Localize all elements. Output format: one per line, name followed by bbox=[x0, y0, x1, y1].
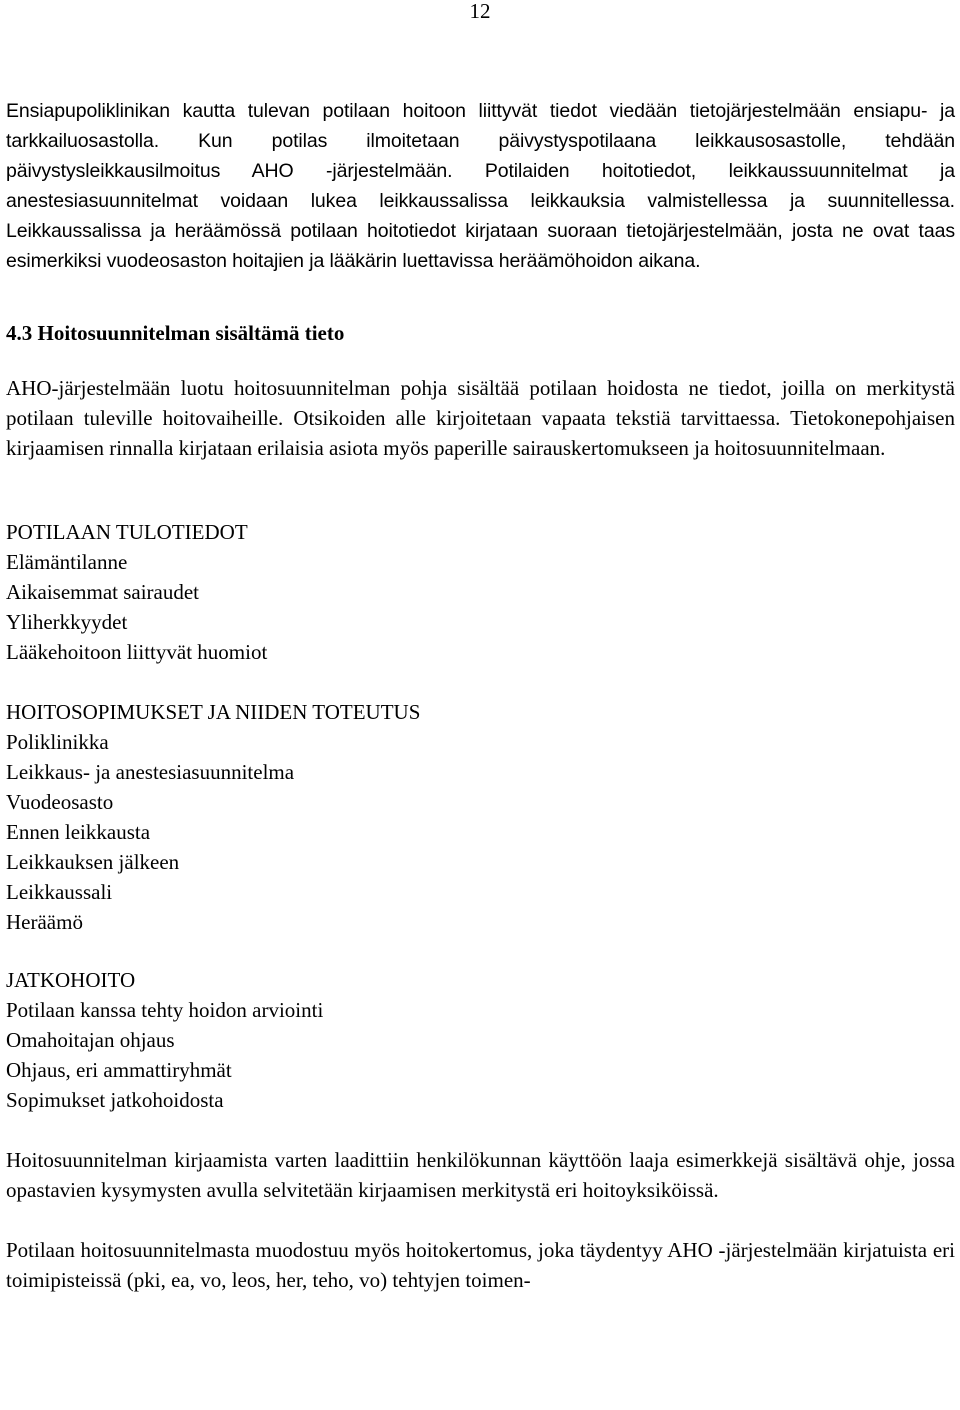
document-body bbox=[6, 96, 955, 1295]
list-hoitosopimukset bbox=[6, 697, 955, 937]
paragraph-instructions: Hoitosuunnitelman kirjaamista varten laadittiin henkilökunnan käyttöön laaja esimerkkejä sisältävä ohje, jossa opastavien kysymysten avulla selvitetään kirjaamisen merkitystä eri hoitoyksiköissä. bbox=[6, 1148, 955, 1202]
list-title: POTILAAN TULOTIEDOT bbox=[6, 520, 248, 544]
paragraph-aho-template: AHO-järjestelmään luotu hoitosuunnitelman pohja sisältää potilaan hoidosta ne tiedot, joilla on merkitystä potilaan tuleville hoitovaiheille. Otsikoiden alle kirjoitetaan vapaata tekstiä tarvittaessa. Tietokonepohjaisen kirjaamisen rinnalla kirjataan erilaisia asiota myös paperille sairauskertomukseen ja hoitosuunnitelmaan. bbox=[6, 376, 955, 460]
list-item: Leikkauksen jälkeen bbox=[6, 850, 180, 874]
section-heading: 4.3 Hoitosuunnitelman sisältämä tieto bbox=[6, 321, 345, 345]
list-item: Lääkehoitoon liittyvät huomiot bbox=[6, 640, 268, 664]
list-item: Leikkaussali bbox=[6, 880, 113, 904]
list-item: Aikaisemmat sairaudet bbox=[6, 580, 200, 604]
page-number: 12 bbox=[469, 0, 491, 23]
list-item: Poliklinikka bbox=[6, 730, 109, 754]
paragraph-care-record: Potilaan hoitosuunnitelmasta muodostuu myös hoitokertomus, joka täydentyy AHO -järjestelmään kirjatuista eri toimipisteissä (pki, ea, vo, leos, her, teho, vo) tehtyjen toimen- bbox=[6, 1238, 955, 1292]
list-item: Omahoitajan ohjaus bbox=[6, 1028, 175, 1052]
list-item: Yliherkkyydet bbox=[6, 610, 128, 634]
list-item: Elämäntilanne bbox=[6, 550, 128, 574]
list-title: JATKOHOITO bbox=[6, 968, 136, 992]
list-tulotiedot bbox=[6, 517, 955, 667]
list-jatkohoito bbox=[6, 965, 955, 1115]
list-item: Heräämö bbox=[6, 910, 83, 934]
list-item: Sopimukset jatkohoidosta bbox=[6, 1088, 224, 1112]
list-title: HOITOSOPIMUKSET JA NIIDEN TOTEUTUS bbox=[6, 700, 421, 724]
list-item: Leikkaus- ja anestesiasuunnitelma bbox=[6, 760, 295, 784]
list-item: Ohjaus, eri ammattiryhmät bbox=[6, 1058, 232, 1082]
paragraph-intro: Ensiapupoliklinikan kautta tulevan potilaan hoitoon liittyvät tiedot viedään tietojärjestelmään ensiapu- ja tarkkailuosastolla. Kun potilas ilmoitetaan päivystyspotilaana leikkausosastolle, tehdään päivystysleikkausilmoitus AHO -järjestelmään. Potilaiden hoitotiedot, leikkaussuunnitelmat ja anestesiasuunnitelmat voidaan lukea leikkaussalissa leikkauksia valmistellessa ja suunnitellessa. Leikkaussalissa ja heräämössä potilaan hoitotiedot kirjataan suoraan tietojärjestelmään, josta ne ovat taas esimerkiksi vuodeosaston hoitajien ja lääkärin luettavissa heräämöhoidon aikana. bbox=[6, 100, 955, 272]
list-item: Ennen leikkausta bbox=[6, 820, 151, 844]
list-item: Potilaan kanssa tehty hoidon arviointi bbox=[6, 998, 324, 1022]
list-item: Vuodeosasto bbox=[6, 790, 114, 814]
